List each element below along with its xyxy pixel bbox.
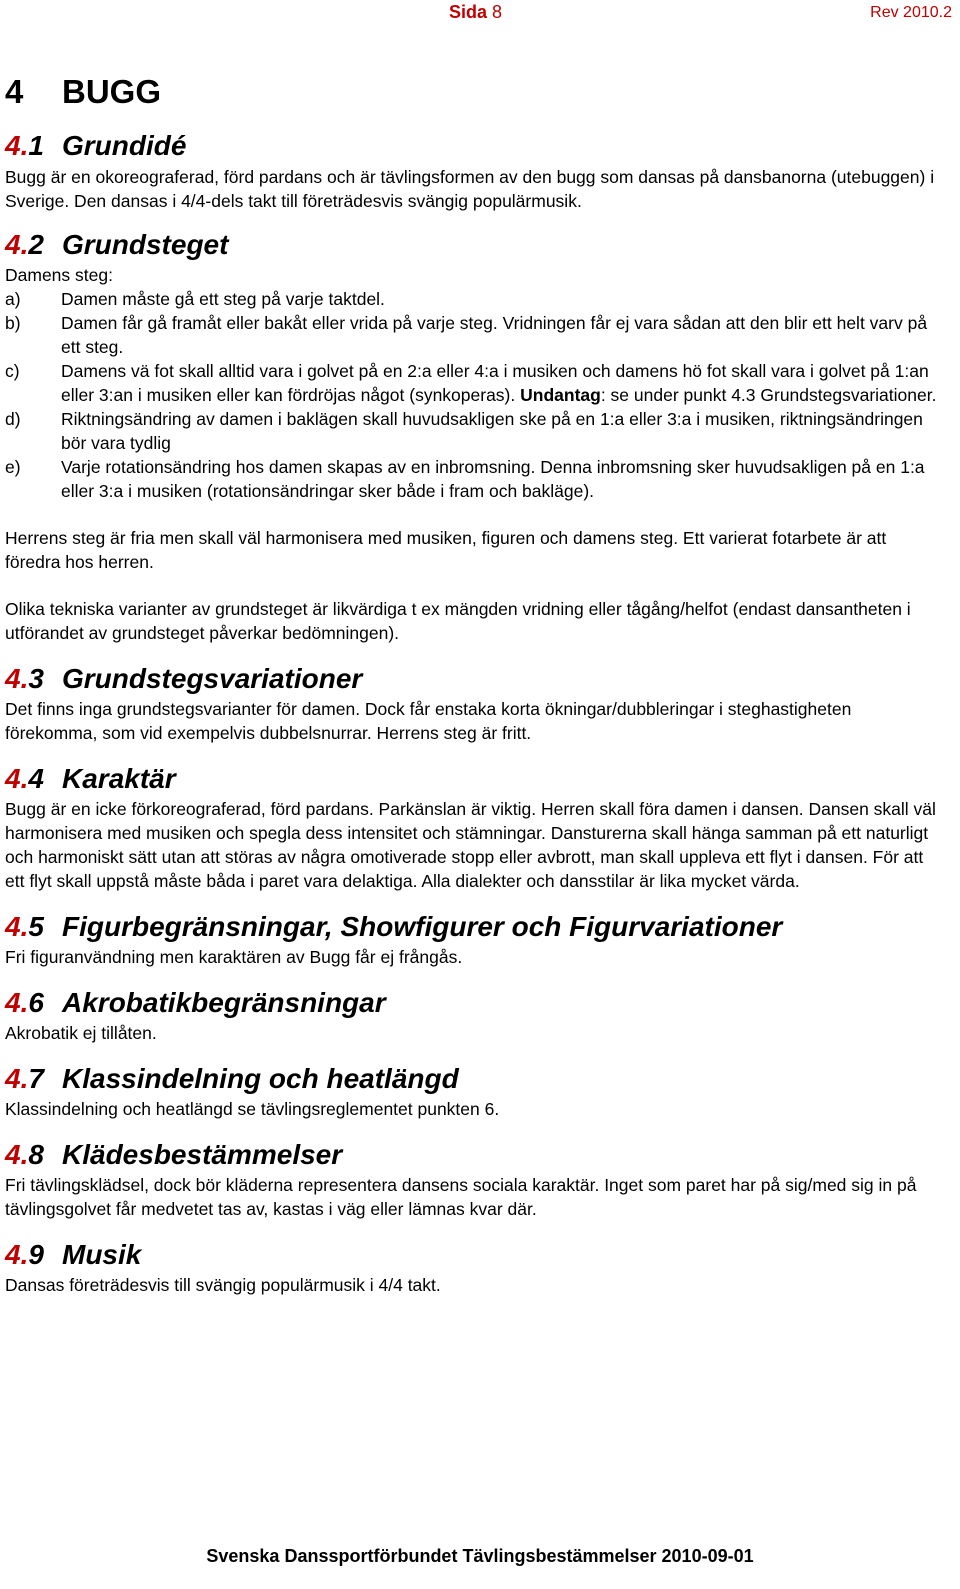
page-indicator: [449, 2, 502, 23]
list-item: [5, 311, 940, 359]
list-text: Damen måste gå ett steg på varje taktdel.: [61, 289, 385, 309]
list-marker: c): [5, 361, 20, 381]
section-text: Klassindelning och heatlängd se tävlingsreglementet punkten 6.: [5, 1099, 500, 1119]
section-number-lead: 4.: [5, 130, 29, 161]
section-heading-4-6: [5, 985, 940, 1021]
list-text: Varje rotationsändring hos damen skapas av en inbromsning. Denna inbromsning sker huvudsakligen på en 1:a eller 3:a i musiken (rotationsändringar sker både i fram och bakläge).: [61, 457, 925, 501]
paragraph-herrens-steg: Herrens steg är fria men skall väl harmonisera med musiken, figuren och damens steg. Ett varierat fotarbete är att föredra hos herren.: [5, 528, 887, 572]
page-header: [0, 0, 960, 26]
list-text-bold: Undantag: [520, 385, 601, 405]
section-text: Bugg är en okoreograferad, förd pardans och är tävlingsformen av den bugg som dansas på dansbanorna (utebuggen) i Sverige. Den dansas i 4/4-dels takt till företrädesvis svängig populärmusik.: [5, 167, 935, 211]
section-title: Musik: [62, 1239, 142, 1270]
section-number-tail: 1: [28, 130, 44, 161]
section-intro: Damens steg:: [5, 265, 113, 285]
section-number-tail: 7: [28, 1063, 44, 1094]
section-number-lead: 4.: [5, 1063, 29, 1094]
document-body: [5, 70, 940, 1297]
page-footer: Svenska Danssportförbundet Tävlingsbestämmelser 2010-09-01: [206, 1546, 754, 1566]
section-number-lead: 4.: [5, 911, 29, 942]
list-text: Damens vä fot skall alltid vara i golvet på en 2:a eller 4:a i musiken och damens hö fot skall vara i golvet på 1:an eller 3:an i musiken eller kan fördröjas något (synkoperas).: [61, 361, 929, 405]
section-number-tail: 9: [28, 1239, 44, 1270]
section-heading-4-3: [5, 661, 940, 697]
section-title: Grundsteget: [62, 229, 229, 260]
section-text: Bugg är en icke förkoreograferad, förd pardans. Parkänslan är viktig. Herren skall föra damen i dansen. Dansen skall väl harmonisera med musiken och spegla dess intensitet och stämningar. Dansturerna skall hänga samman på ett naturligt och harmoniskt sätt utan att störas av några omotiverade stopp eller avbrott, man skall uppleva ett flyt i dansen. För att ett flyt skall uppstå måste båda i paret vara delaktiga. Alla dialekter och dansstilar är lika mycket värda.: [5, 799, 936, 891]
list-marker: a): [5, 289, 21, 309]
list-text: : se under punkt 4.3 Grundstegsvariationer.: [600, 385, 937, 405]
section-title: Akrobatikbegränsningar: [62, 987, 386, 1018]
list-item: [5, 287, 940, 311]
section-number-tail: 4: [28, 763, 44, 794]
section-number-tail: 5: [28, 911, 44, 942]
section-number-tail: 6: [28, 987, 44, 1018]
section-title: Klädesbestämmelser: [62, 1139, 343, 1170]
section-number-lead: 4.: [5, 229, 29, 260]
list-item: [5, 455, 940, 503]
section-text: Akrobatik ej tillåten.: [5, 1023, 157, 1043]
chapter-title: BUGG: [62, 73, 161, 110]
chapter-heading: [5, 70, 940, 114]
section-heading-4-5: [5, 909, 940, 945]
section-text: Fri tävlingsklädsel, dock bör kläderna representera dansens sociala karaktär. Inget som paret har på sig/med sig in på tävlingsgolvet får medvetet tas av, kastas i väg eller lämnas kvar där.: [5, 1175, 917, 1219]
section-number-lead: 4.: [5, 987, 29, 1018]
section-title: Grundidé: [62, 130, 187, 161]
section-heading-4-4: [5, 761, 940, 797]
list-marker: b): [5, 313, 21, 333]
section-title: Karaktär: [62, 763, 176, 794]
page-label: Sida: [449, 2, 488, 22]
section-number-lead: 4.: [5, 763, 29, 794]
section-heading-4-1: [5, 128, 940, 164]
list-text: Riktningsändring av damen i baklägen skall huvudsakligen ske på en 1:a eller 3:a i musiken, riktningsändringen bör vara tydlig: [61, 409, 923, 453]
paragraph-tekniska-varianter: Olika tekniska varianter av grundsteget är likvärdiga t ex mängden vridning eller tågång/helfot (endast dansantheten i utförandet av grundsteget påverkar bedömningen).: [5, 599, 911, 643]
section-heading-4-7: [5, 1061, 940, 1097]
list-marker: d): [5, 409, 21, 429]
section-title: Figurbegränsningar, Showfigurer och Figurvariationer: [62, 911, 783, 942]
section-number-lead: 4.: [5, 663, 29, 694]
list-marker: e): [5, 457, 21, 477]
section-text: Fri figuranvändning men karaktären av Bugg får ej frångås.: [5, 947, 463, 967]
section-number-lead: 4.: [5, 1139, 29, 1170]
section-text: Det finns inga grundstegsvarianter för damen. Dock får enstaka korta ökningar/dubbleringar i steghastigheten förekomma, som vid exempelvis dubbelsnurrar. Herrens steg är fritt.: [5, 699, 852, 743]
section-heading-4-9: [5, 1237, 940, 1273]
chapter-number: 4: [5, 73, 24, 110]
section-number-tail: 2: [28, 229, 44, 260]
revision-label: Rev 2010.2: [870, 4, 952, 21]
section-heading-4-2: [5, 227, 940, 263]
section-heading-4-8: [5, 1137, 940, 1173]
section-number-lead: 4.: [5, 1239, 29, 1270]
section-number-tail: 8: [28, 1139, 44, 1170]
list-text: Damen får gå framåt eller bakåt eller vrida på varje steg. Vridningen får ej vara sådan att den blir ett helt varv på ett steg.: [61, 313, 928, 357]
page-number: 8: [492, 2, 503, 22]
section-title: Grundstegsvariationer: [62, 663, 363, 694]
list-item: [5, 359, 940, 407]
section-title: Klassindelning och heatlängd: [62, 1063, 459, 1094]
list-item: [5, 407, 940, 455]
section-text: Dansas företrädesvis till svängig populärmusik i 4/4 takt.: [5, 1275, 441, 1295]
section-number-tail: 3: [28, 663, 44, 694]
